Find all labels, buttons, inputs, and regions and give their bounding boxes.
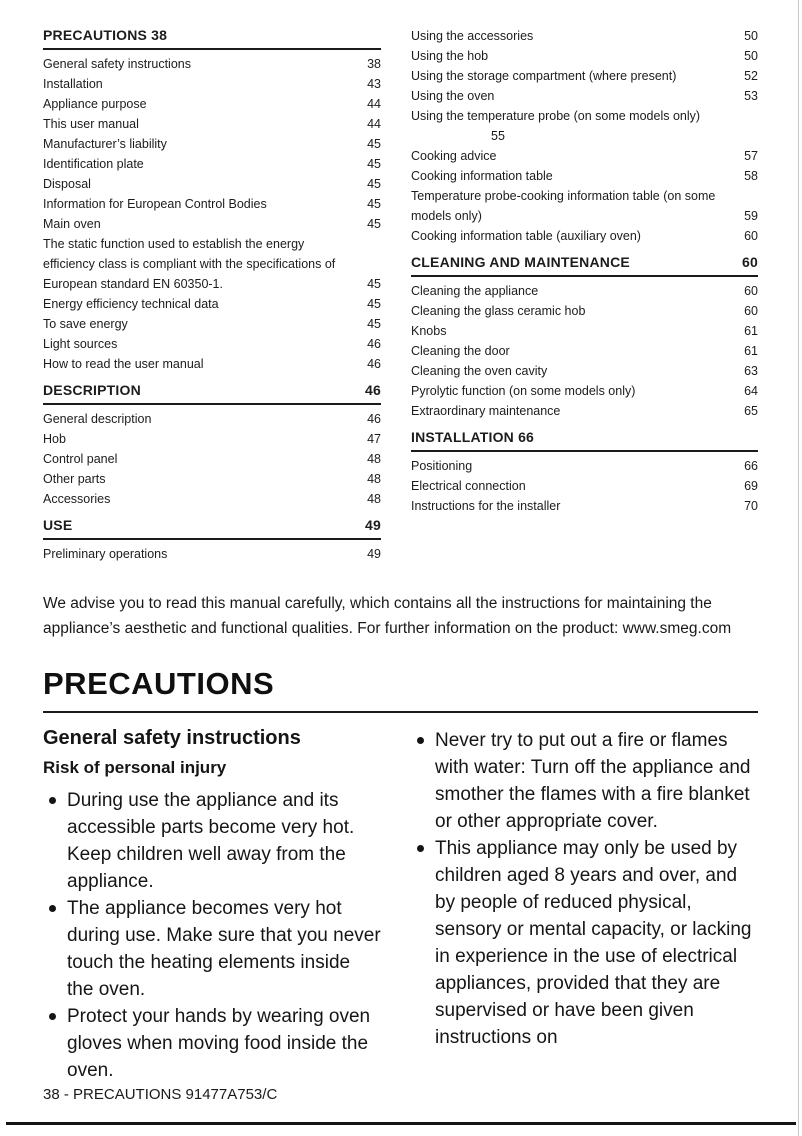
toc-page-number: 60 xyxy=(744,284,758,298)
toc-entry-label: Extraordinary maintenance xyxy=(411,404,561,418)
bullet-icon xyxy=(49,797,56,804)
toc-entry-label: Using the accessories xyxy=(411,29,534,43)
bullet-item xyxy=(411,727,758,835)
toc-entry-label: Identification plate xyxy=(43,157,144,171)
toc-entry-label: Cooking information table xyxy=(411,169,553,183)
bullet-text: Never try to put out a fire or flames with water: Turn off the appliance and smother the flames with a fire blanket or other appropriate cover. xyxy=(435,730,751,832)
bullet-icon xyxy=(49,905,56,912)
toc-entry xyxy=(43,94,381,114)
toc-entry-label: Preliminary operations xyxy=(43,547,168,561)
toc-entry-label: DESCRIPTION xyxy=(43,382,141,398)
toc-entry xyxy=(411,301,758,321)
toc-page-number: 44 xyxy=(367,97,381,111)
toc-entry xyxy=(411,361,758,381)
bullet-text: During use the appliance and its accessible parts become very hot. Keep children well away from the appliance. xyxy=(67,790,355,892)
toc-entry xyxy=(43,54,381,74)
toc-entry xyxy=(411,26,758,46)
toc-entry xyxy=(43,544,381,564)
toc-entry xyxy=(43,154,381,174)
toc-entry-label: Using the storage compartment (where present) xyxy=(411,69,677,83)
toc-entry-label: Installation xyxy=(43,77,103,91)
toc-entry xyxy=(43,114,381,134)
toc-page-number: 46 xyxy=(365,382,381,398)
toc-entry-label: Using the oven xyxy=(411,89,495,103)
toc-page-number: 55 xyxy=(491,129,505,143)
toc-page-number: 45 xyxy=(367,137,381,151)
toc-entry xyxy=(411,321,758,341)
toc-entry xyxy=(43,334,381,354)
page-edge-line xyxy=(798,0,799,1136)
toc-page-number: 46 xyxy=(367,357,381,371)
bottom-rule xyxy=(6,1122,796,1125)
subsection-heading: General safety instructions xyxy=(43,727,301,749)
toc-entry xyxy=(411,166,758,186)
toc-page-number: 59 xyxy=(744,209,758,223)
toc-column-left xyxy=(43,26,381,564)
toc-page-number: 45 xyxy=(367,317,381,331)
toc-page-number: 48 xyxy=(367,492,381,506)
toc-entry xyxy=(411,226,758,246)
toc-entry xyxy=(43,134,381,154)
toc-entry-label: General safety instructions xyxy=(43,57,191,71)
toc-entry xyxy=(411,106,758,126)
toc-entry-label: General description xyxy=(43,412,152,426)
toc-entry-label: Disposal xyxy=(43,177,91,191)
toc-page-number: 53 xyxy=(744,89,758,103)
toc-page-number: 66 xyxy=(744,459,758,473)
toc-entry-label: Cleaning the appliance xyxy=(411,284,539,298)
toc-entry xyxy=(43,489,381,509)
toc-entry-label: Control panel xyxy=(43,452,118,466)
toc-entry-label: The static function used to establish the energy efficiency class is compliant with the specifications of European standard EN 60350-1. xyxy=(43,237,336,291)
toc-page-number: 60 xyxy=(742,254,758,270)
toc-page-number: 45 xyxy=(367,197,381,211)
toc-page-number: 45 xyxy=(367,177,381,191)
toc-section-heading xyxy=(43,381,381,405)
toc-page-number: 70 xyxy=(744,499,758,513)
toc-section-heading xyxy=(411,253,758,277)
toc-entry xyxy=(411,281,758,301)
toc-page-number: 45 xyxy=(367,277,381,291)
toc-entry-label: CLEANING AND MAINTENANCE xyxy=(411,254,630,270)
toc-entry xyxy=(411,496,758,516)
bullet-item xyxy=(43,1003,381,1084)
toc-entry-label: Light sources xyxy=(43,337,118,351)
toc-entry xyxy=(43,174,381,194)
toc-entry-label: How to read the user manual xyxy=(43,357,204,371)
toc-entry-label: Hob xyxy=(43,432,66,446)
toc-entry xyxy=(43,74,381,94)
toc-entry-label: Cleaning the glass ceramic hob xyxy=(411,304,586,318)
toc-entry xyxy=(411,86,758,106)
bullet-item xyxy=(43,895,381,1003)
bullet-icon xyxy=(49,1013,56,1020)
toc-entry xyxy=(43,449,381,469)
toc-page-number: 57 xyxy=(744,149,758,163)
bullet-text: This appliance may only be used by children aged 8 years and over, and by people of reduced physical, sensory or mental capacity, or lacking in experience in the use of electrical appliances, provided that they are supervised or have been given instructions on xyxy=(435,838,752,1048)
toc-page-number: 60 xyxy=(744,304,758,318)
toc-entry-label: Appliance purpose xyxy=(43,97,147,111)
toc-page-number: 45 xyxy=(367,217,381,231)
toc-entry xyxy=(43,429,381,449)
toc-page-number: 45 xyxy=(367,157,381,171)
bullet-item xyxy=(411,835,758,1051)
toc-entry xyxy=(411,456,758,476)
toc-entry-label: Cleaning the oven cavity xyxy=(411,364,548,378)
toc-page-number: 60 xyxy=(744,229,758,243)
toc-entry-label: Accessories xyxy=(43,492,111,506)
toc-page-number: 49 xyxy=(365,517,381,533)
toc-entry-label: Instructions for the installer xyxy=(411,499,561,513)
toc-page-number: 69 xyxy=(744,479,758,493)
toc-entry-label: Other parts xyxy=(43,472,106,486)
bullet-list-left xyxy=(43,787,381,1084)
toc-page-number: 38 xyxy=(367,57,381,71)
toc-page-number: 48 xyxy=(367,452,381,466)
toc-section-heading xyxy=(43,26,381,50)
toc-entry-label: INSTALLATION 66 xyxy=(411,429,535,445)
page-footer: 38 - PRECAUTIONS 91477A753/C xyxy=(43,1086,278,1103)
toc-entry-label: Cooking information table (auxiliary oven) xyxy=(411,229,641,243)
bullet-text: The appliance becomes very hot during use. Make sure that you never touch the heating elements inside the oven. xyxy=(67,898,381,1000)
section-body xyxy=(43,725,758,1084)
toc-page-number: 58 xyxy=(744,169,758,183)
toc-entry-label: Information for European Control Bodies xyxy=(43,197,267,211)
toc-entry-label: To save energy xyxy=(43,317,128,331)
toc-entry xyxy=(411,476,758,496)
toc-section-heading xyxy=(411,428,758,452)
bullet-text: Protect your hands by wearing oven gloves when moving food inside the oven. xyxy=(67,1006,371,1081)
table-of-contents xyxy=(43,26,758,564)
toc-entry xyxy=(43,194,381,214)
toc-page-number: 46 xyxy=(367,337,381,351)
toc-entry xyxy=(411,146,758,166)
bullet-icon xyxy=(417,737,424,744)
intro-paragraph: We advise you to read this manual carefully, which contains all the instructions for maintaining the appliance’s aesthetic and functional qualities. For further information on the product: www.smeg.com xyxy=(43,595,732,637)
toc-page-number: 44 xyxy=(367,117,381,131)
toc-page-number: 50 xyxy=(744,29,758,43)
toc-entry xyxy=(411,46,758,66)
toc-page-number: 43 xyxy=(367,77,381,91)
toc-entry-label: Positioning xyxy=(411,459,473,473)
toc-entry-label: Electrical connection xyxy=(411,479,526,493)
toc-entry xyxy=(411,186,758,226)
toc-entry xyxy=(43,294,381,314)
toc-page-number: 48 xyxy=(367,472,381,486)
toc-entry xyxy=(411,381,758,401)
toc-page-number: 47 xyxy=(367,432,381,446)
toc-page-number: 52 xyxy=(744,69,758,83)
toc-page-number: 46 xyxy=(367,412,381,426)
toc-entry xyxy=(411,401,758,421)
toc-page-number: 63 xyxy=(744,364,758,378)
toc-entry xyxy=(43,354,381,374)
toc-entry-label: USE xyxy=(43,517,73,533)
toc-entry-label: Using the hob xyxy=(411,49,489,63)
toc-entry xyxy=(43,234,381,294)
toc-entry-label: Cooking advice xyxy=(411,149,497,163)
toc-entry-label: Cleaning the door xyxy=(411,344,510,358)
risk-heading: Risk of personal injury xyxy=(43,758,227,777)
toc-entry-label: Using the temperature probe (on some models only) xyxy=(411,109,701,123)
toc-page-number: 61 xyxy=(744,324,758,338)
toc-page-number: 61 xyxy=(744,344,758,358)
toc-entry xyxy=(43,214,381,234)
toc-entry xyxy=(43,409,381,429)
toc-entry xyxy=(411,66,758,86)
bullet-icon xyxy=(417,845,424,852)
section-title: PRECAUTIONS xyxy=(43,666,758,713)
toc-page-number: 49 xyxy=(367,547,381,561)
body-column-left xyxy=(43,725,381,1084)
bullet-item xyxy=(43,787,381,895)
toc-page-number: 64 xyxy=(744,384,758,398)
toc-section-heading xyxy=(43,516,381,540)
body-column-right xyxy=(411,725,758,1084)
toc-entry xyxy=(411,341,758,361)
toc-entry-label: Energy efficiency technical data xyxy=(43,297,219,311)
toc-entry xyxy=(43,469,381,489)
toc-entry-label: Temperature probe-cooking information table (on some models only) xyxy=(411,189,716,223)
bullet-list-right xyxy=(411,727,758,1051)
toc-entry-label: This user manual xyxy=(43,117,139,131)
toc-entry-label: Pyrolytic function (on some models only) xyxy=(411,384,636,398)
toc-page-number: 45 xyxy=(367,297,381,311)
toc-page-number: 50 xyxy=(744,49,758,63)
toc-column-right xyxy=(411,26,758,564)
toc-entry-label: PRECAUTIONS 38 xyxy=(43,27,168,43)
toc-entry-label: Main oven xyxy=(43,217,101,231)
toc-entry-label: Knobs xyxy=(411,324,447,338)
toc-entry xyxy=(43,314,381,334)
toc-page-number: 65 xyxy=(744,404,758,418)
toc-entry-label: Manufacturer’s liability xyxy=(43,137,167,151)
